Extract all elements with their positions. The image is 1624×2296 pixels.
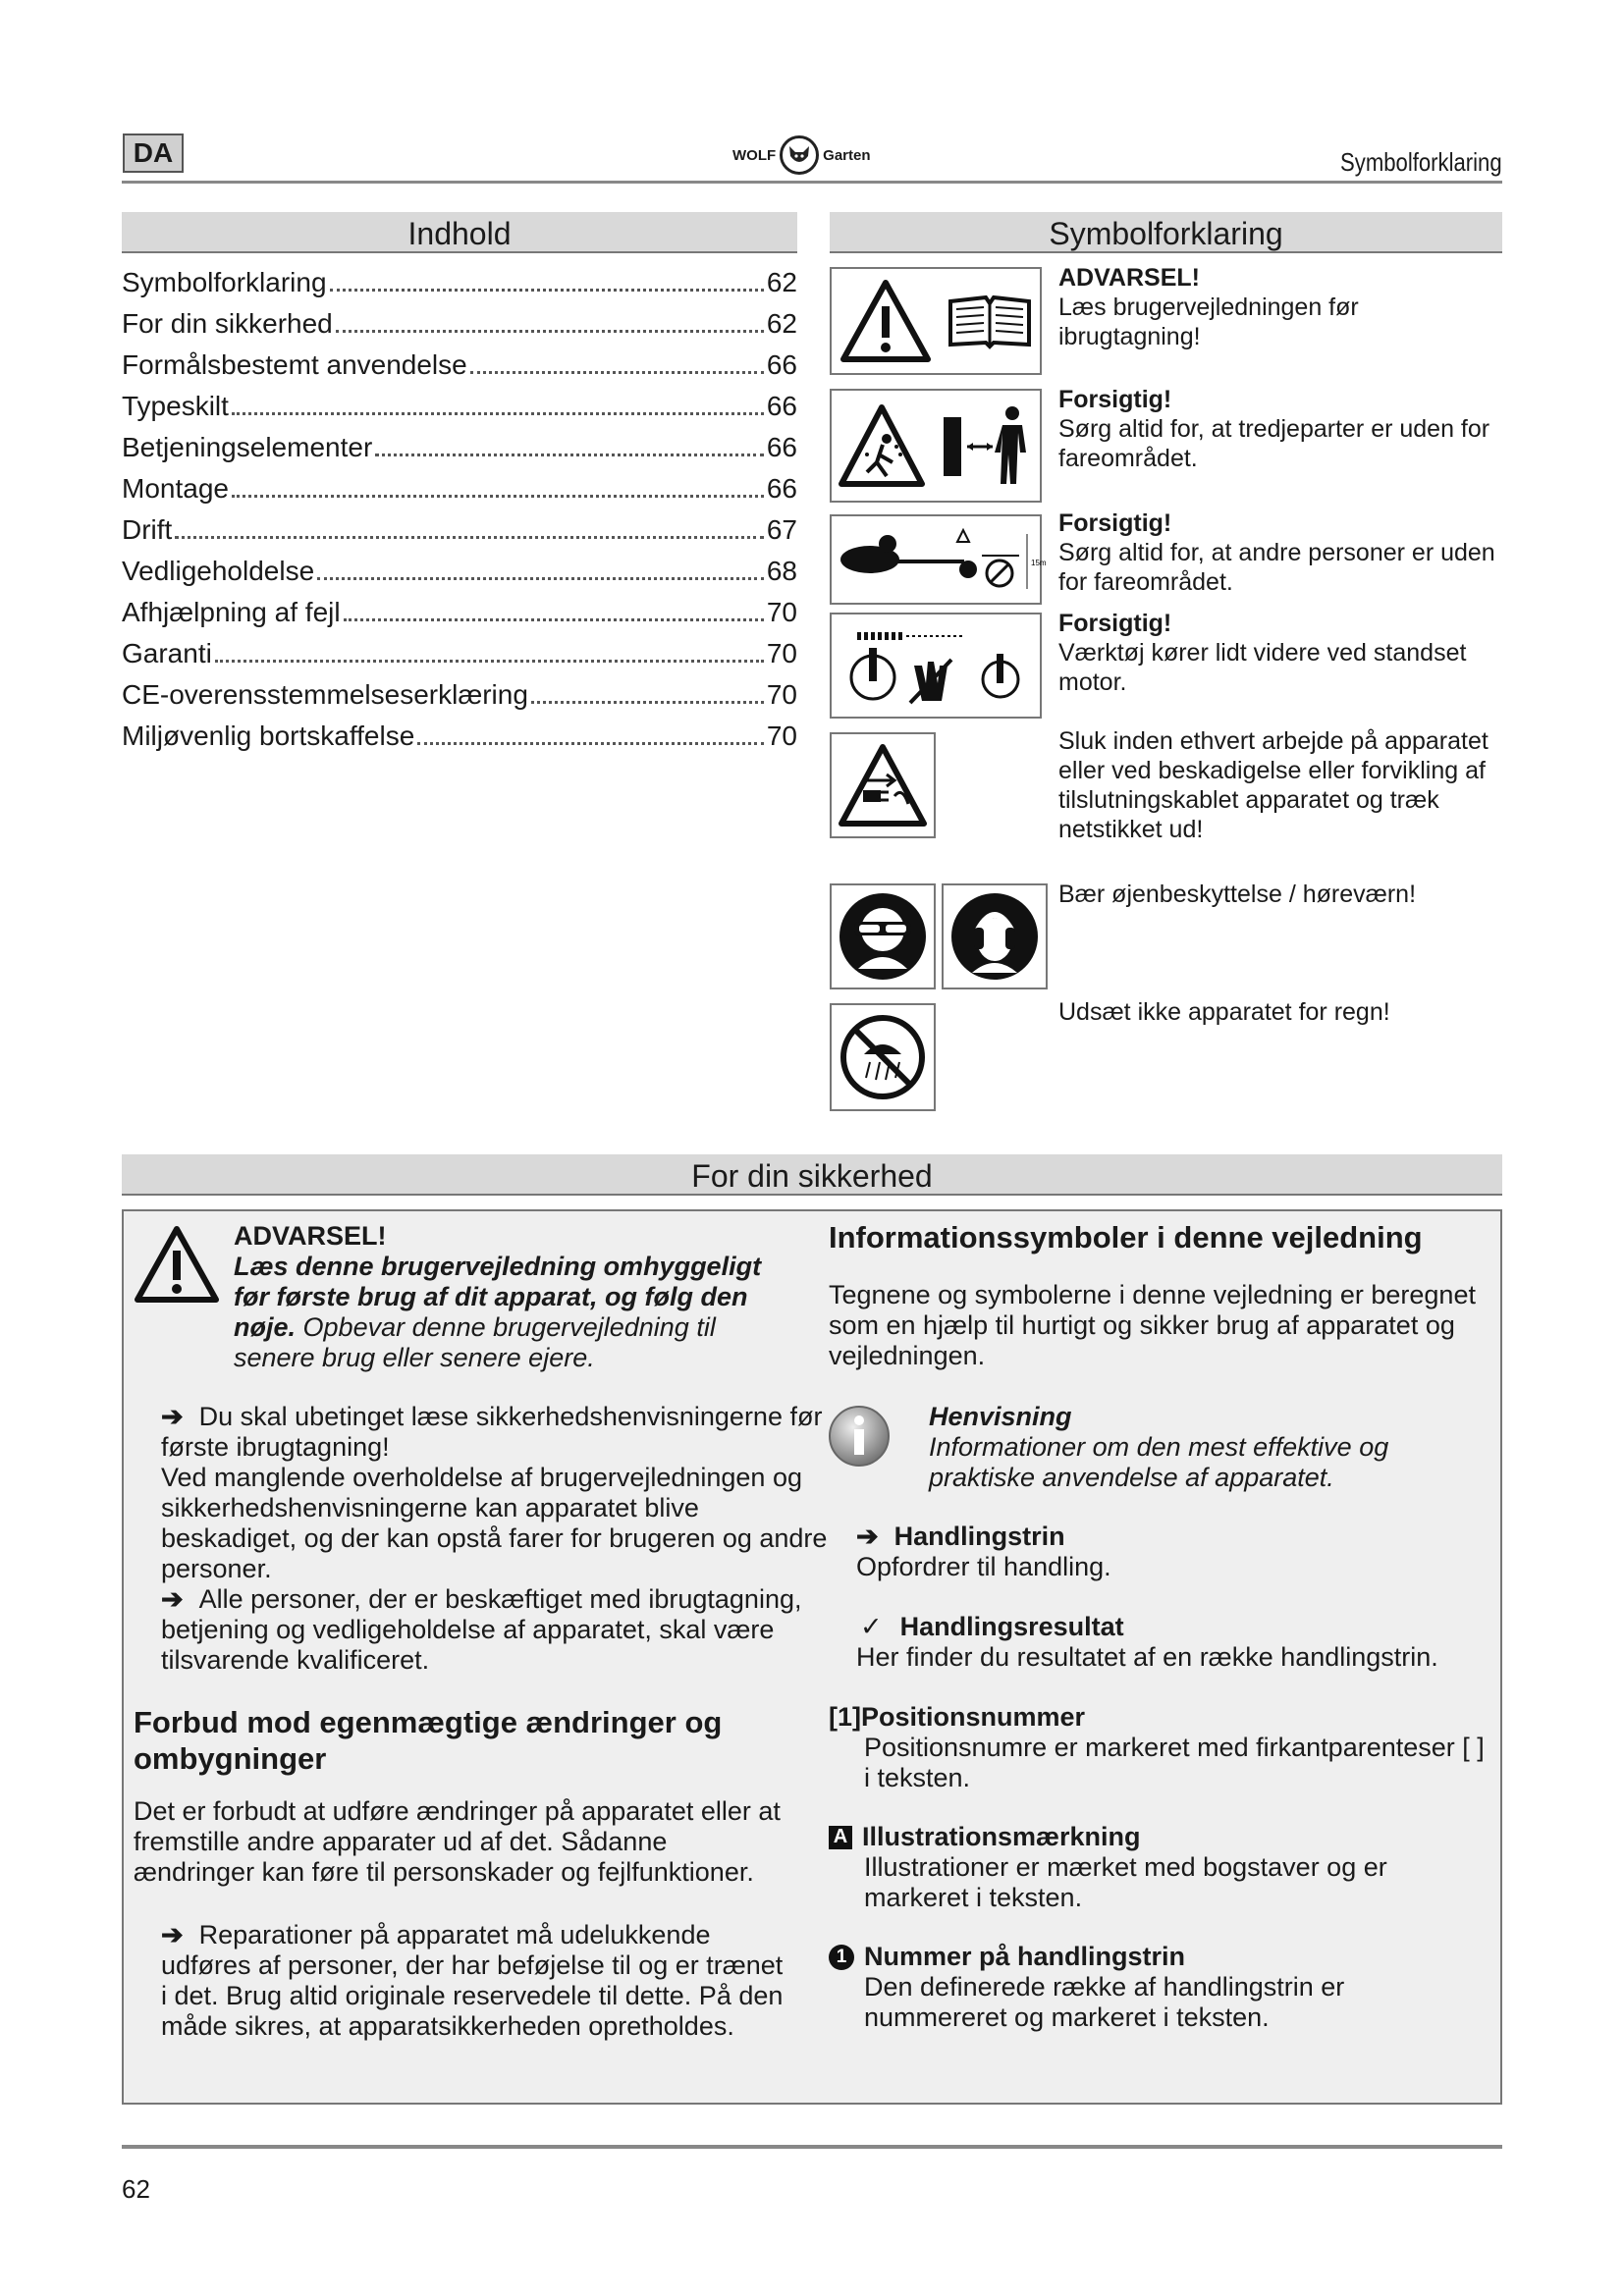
ear-defenders-icon [948, 890, 1041, 983]
handlingstrin-heading: Handlingstrin [893, 1522, 1065, 1551]
safety-bullet-2: Alle personer, der er beskæftiget med ibrugtagning, betjening og vedligeholdelse af apparatet, skal være tilsvarende kvalificeret. [161, 1584, 802, 1675]
toc-entry-page: 66 [766, 432, 797, 462]
running-header: Symbolforklaring [1340, 147, 1502, 177]
unplug-symbol [830, 732, 936, 838]
toc-entry[interactable] [122, 721, 797, 762]
toc-entry-label: Afhjælpning af fejl [122, 597, 341, 627]
step-number-text: Den definerede række af handlingstrin er nummereret og markeret i teksten. [864, 1972, 1345, 2032]
toc-entry-label: Typeskilt [122, 391, 229, 421]
toc-entry-page: 70 [766, 597, 797, 627]
warning-triangle-icon [839, 279, 932, 363]
safety-warning-bold: Læs denne brugervejledning omhyggeligt før første brug af dit apparat, og følg den nøje. [234, 1252, 762, 1342]
toc-entry-label: For din sikkerhed [122, 308, 333, 339]
illustration-heading: Illustrationsmærkning [862, 1822, 1141, 1851]
manual-book-icon [947, 292, 1033, 350]
third-party-distance-symbol [830, 389, 1042, 503]
toc-leader-dots [336, 330, 764, 333]
no-rain-icon [837, 1011, 929, 1103]
symbol-3-text: Sørg altid for, at andre personer er uden for fareområdet. [1058, 539, 1495, 596]
henvisning-heading: Henvisning [929, 1402, 1072, 1431]
warning-triangle-icon [134, 1225, 220, 1304]
toc-entry-label: Vedligeholdelse [122, 556, 315, 586]
toc-leader-dots [215, 660, 764, 663]
toc-entry[interactable] [122, 638, 797, 679]
symbol-5-text: Sluk inden ethvert arbejde på apparatet eller ved beskadigelse eller forvikling af tilslutningskablet apparatet og træk netstikket ud! [1058, 727, 1489, 843]
illustration-badge: A [829, 1826, 852, 1849]
toc-leader-dots [317, 577, 764, 580]
step-number-badge: 1 [829, 1945, 854, 1970]
toc-entry-label: Formålsbestemt anvendelse [122, 349, 467, 380]
toc-entry-label: Montage [122, 473, 229, 504]
symbol-2-text: Sørg altid for, at tredjeparter er uden for fareområdet. [1058, 415, 1490, 472]
unplug-warning-icon [838, 743, 928, 828]
toc-entry-page: 62 [766, 267, 797, 297]
toc-entry-label: Miljøvenlig bortskaffelse [122, 721, 415, 751]
forbud-bullet: Reparationer på apparatet må udelukkende udføres af personer, der har beføjelse til og er trænet i det. Brug altid originale reservedele til dette. På den måde sikres, at apparatsikkerheden opretholdes. [161, 1920, 784, 2041]
symbol-1-text: Læs brugervejledningen før ibrugtagning! [1058, 294, 1359, 350]
handlingstrin-text: Opfordrer til handling. [856, 1552, 1111, 1581]
symbols-title: Symbolforklaring [830, 212, 1502, 253]
henvisning-text: Informationer om den mest effektive og praktiske anvendelse af apparatet. [929, 1432, 1389, 1492]
info-icon [827, 1404, 892, 1468]
wolf-head-icon [780, 135, 819, 175]
toc-entry-label: Drift [122, 514, 173, 545]
toc-entry[interactable] [122, 473, 797, 514]
footer-rule [122, 2145, 1502, 2149]
arrow-icon: ➔ [161, 1920, 184, 1949]
page-number: 62 [122, 2174, 150, 2204]
toc-title: Indhold [122, 212, 797, 253]
toc-leader-dots [470, 371, 764, 374]
operator-distance-icon [835, 520, 1047, 599]
eye-protection-symbol [830, 883, 936, 989]
toc-leader-dots [232, 412, 764, 415]
table-of-contents [122, 267, 797, 762]
hearing-protection-symbol [942, 883, 1048, 989]
symbol-4-heading: Forsigtig! [1058, 610, 1172, 637]
symbol-4-text: Værktøj kører lidt videre ved standset motor. [1058, 639, 1467, 696]
toc-entry[interactable] [122, 267, 797, 308]
info-text: Tegnene og symbolerne i denne vejledning er beregnet som en hjælp til hurtigt og sikker brug af apparatet og vejledningen. [829, 1280, 1476, 1370]
forbud-heading: Forbud mod egenmægtige ændringer og ombygninger [134, 1705, 723, 1776]
toc-entry-page: 68 [766, 556, 797, 586]
keep-distance-person-icon [938, 403, 1034, 488]
no-rain-symbol [830, 1003, 936, 1111]
toc-entry-page: 66 [766, 391, 797, 421]
safety-warning-rest: Opbevar denne brugervejledning til senere brug eller senere ejere. [234, 1312, 716, 1372]
symbol-6-text: Bær øjenbeskyttelse / høreværn! [1058, 881, 1417, 908]
toc-leader-dots [232, 495, 764, 498]
toc-entry-page: 70 [766, 721, 797, 751]
toc-entry[interactable] [122, 432, 797, 473]
toc-entry-page: 67 [766, 514, 797, 545]
arrow-icon: ➔ [161, 1584, 184, 1614]
tool-runs-on-icon [838, 618, 1034, 713]
position-heading: [1]Positionsnummer [829, 1702, 1086, 1732]
toc-entry-page: 66 [766, 473, 797, 504]
keep-others-away-symbol [830, 514, 1047, 605]
header-rule [122, 181, 1502, 184]
toc-leader-dots [175, 536, 764, 539]
toc-entry[interactable] [122, 514, 797, 556]
toc-entry[interactable] [122, 391, 797, 432]
toc-entry-label: Betjeningselementer [122, 432, 373, 462]
toc-entry[interactable] [122, 679, 797, 721]
handlingsresultat-text: Her finder du resultatet af en række handlingstrin. [856, 1642, 1438, 1672]
logo-text-left: WOLF [732, 146, 777, 164]
toc-entry-page: 70 [766, 638, 797, 668]
toc-leader-dots [375, 454, 764, 456]
arrow-icon: ➔ [856, 1522, 879, 1551]
safety-bullet-1: Du skal ubetinget læse sikkerhedshenvisningerne før første ibrugtagning! [161, 1402, 823, 1462]
toc-entry-label: Symbolforklaring [122, 267, 327, 297]
toc-entry[interactable] [122, 349, 797, 391]
step-number-heading: Nummer på handlingstrin [864, 1942, 1186, 1971]
symbol-3-heading: Forsigtig! [1058, 509, 1172, 537]
symbol-7-text: Udsæt ikke apparatet for regn! [1058, 998, 1390, 1026]
brand-logo [732, 134, 871, 176]
toc-entry-label: CE-overensstemmelseserklæring [122, 679, 528, 710]
goggles-icon [837, 890, 929, 983]
info-heading: Informationssymboler i denne vejledning [829, 1220, 1423, 1255]
flying-debris-warning-icon [838, 403, 926, 488]
warning-read-manual-symbol [830, 267, 1042, 375]
toc-leader-dots [330, 289, 764, 292]
safety-warning-heading: ADVARSEL! [234, 1221, 387, 1251]
safety-para-1: Ved manglende overholdelse af brugervejledningen og sikkerhedshenvisningerne kan apparatet blive beskadiget, og der kan opstå farer for brugeren og andre personer. [161, 1463, 828, 1583]
toc-entry-page: 62 [766, 308, 797, 339]
toc-entry[interactable] [122, 597, 797, 638]
toc-entry[interactable] [122, 308, 797, 349]
toc-leader-dots [531, 701, 764, 704]
toc-entry-page: 70 [766, 679, 797, 710]
distance-scale-label: 15m [1031, 559, 1047, 567]
language-badge: DA [123, 133, 184, 173]
toc-leader-dots [417, 742, 764, 745]
logo-text-right: Garten [823, 146, 871, 164]
toc-entry[interactable] [122, 556, 797, 597]
symbol-1-heading: ADVARSEL! [1058, 264, 1200, 292]
tool-runs-on-symbol [830, 613, 1042, 719]
forbud-text: Det er forbudt at udføre ændringer på apparatet eller at fremstille andre apparater ud af det. Sådanne ændringer kan føre til personskader og fejlfunktioner. [134, 1796, 781, 1887]
toc-entry-page: 66 [766, 349, 797, 380]
illustration-text: Illustrationer er mærket med bogstaver og er markeret i teksten. [864, 1852, 1387, 1912]
handlingsresultat-heading: Handlingsresultat [899, 1612, 1124, 1641]
toc-entry-label: Garanti [122, 638, 212, 668]
position-text: Positionsnumre er markeret med firkantparenteser [ ] i teksten. [864, 1733, 1485, 1792]
symbol-2-heading: Forsigtig! [1058, 386, 1172, 413]
toc-leader-dots [344, 618, 764, 621]
safety-title: For din sikkerhed [122, 1154, 1502, 1196]
checkmark-icon: ✓ [860, 1612, 883, 1641]
arrow-icon: ➔ [161, 1402, 184, 1431]
safety-warning [234, 1221, 793, 1373]
safety-left-col [161, 1402, 833, 1676]
